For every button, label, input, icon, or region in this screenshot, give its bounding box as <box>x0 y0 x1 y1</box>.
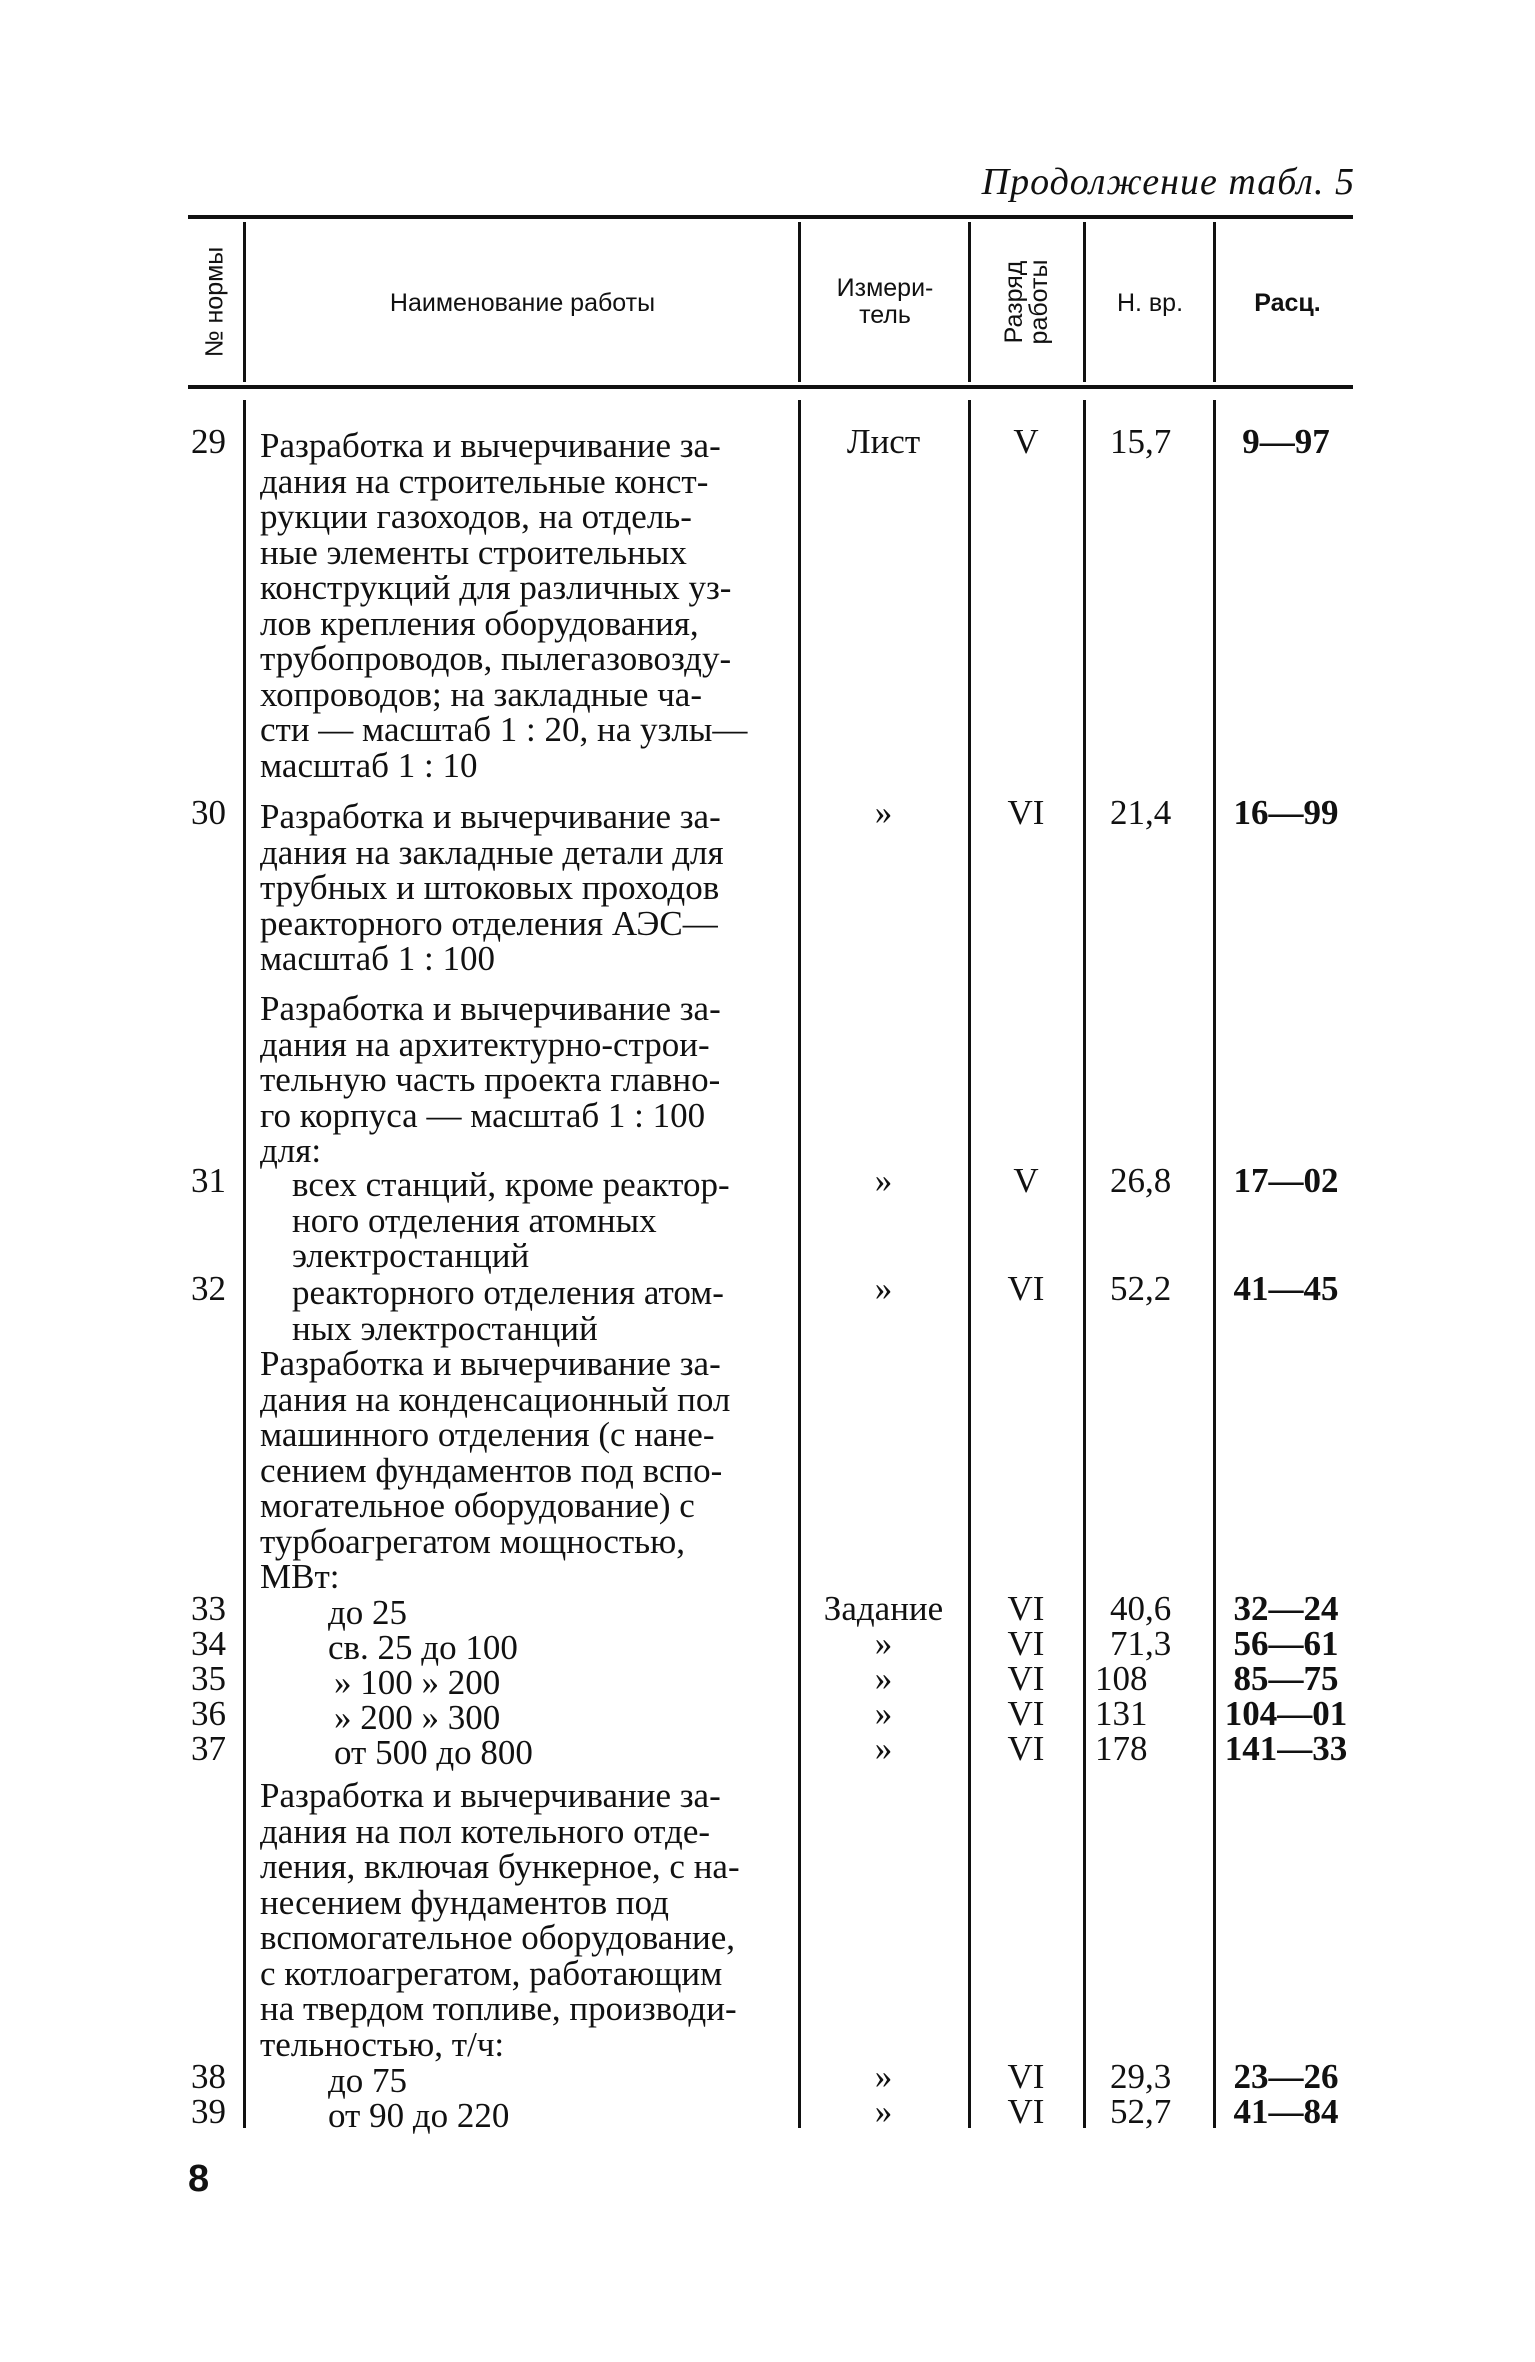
time-cell: 178 <box>1095 1729 1148 1768</box>
col-separator <box>968 400 971 2128</box>
rate-cell: 23—26 <box>1233 2057 1339 2096</box>
grade-cell: VI <box>1007 2092 1045 2131</box>
group-heading: Разработка и вычерчивание за- дания на архитектурно-строи- тельную часть проекта главно- го корпуса — масштаб 1 : 100 для: <box>260 989 721 1170</box>
meter-cell: » <box>874 2092 893 2131</box>
rate-cell: 32—24 <box>1233 1589 1339 1628</box>
rate-cell: 16—99 <box>1233 793 1339 832</box>
work-description: до 25 <box>328 1593 408 1632</box>
work-description: » 100 » 200 <box>334 1663 501 1702</box>
grade-cell: VI <box>1007 1589 1045 1628</box>
time-cell: 29,3 <box>1110 2057 1172 2096</box>
work-description: Разработка и вычерчивание за- дания на строительные конст- рукции газоходов, на отдель- ные элементы строительных конструкций для различных уз- лов крепления оборудования, трубопроводов, пылегазовозду- хопроводов; на закладные ча- сти — масштаб 1 : 20, на узлы— масштаб 1 : 10 <box>260 426 748 785</box>
meter-cell: » <box>874 1624 893 1663</box>
col-separator <box>243 222 246 382</box>
grade-cell: VI <box>1007 1729 1045 1768</box>
rate-cell: 104—01 <box>1224 1694 1348 1733</box>
header-norm-no: № нормы <box>200 246 229 358</box>
table-caption: Продолжение табл. 5 <box>981 161 1355 203</box>
col-separator <box>798 222 801 382</box>
meter-cell: Лист <box>846 422 921 461</box>
grade-cell: V <box>1013 422 1039 461</box>
meter-cell: » <box>874 793 893 832</box>
time-cell: 40,6 <box>1110 1589 1172 1628</box>
meter-cell: » <box>874 1161 893 1200</box>
work-description: от 90 до 220 <box>328 2096 510 2135</box>
time-cell: 15,7 <box>1110 422 1172 461</box>
grade-cell: VI <box>1007 2057 1045 2096</box>
header-time: Н. вр. <box>1116 289 1184 317</box>
col-separator <box>1213 222 1216 382</box>
meter-cell: » <box>874 1729 893 1768</box>
col-separator <box>1213 400 1216 2128</box>
rate-cell: 9—97 <box>1242 422 1330 461</box>
header-name: Наименование работы <box>389 289 656 317</box>
meter-cell: » <box>874 2057 893 2096</box>
grade-cell: VI <box>1007 1659 1045 1698</box>
grade-cell: VI <box>1007 1269 1045 1308</box>
work-description: св. 25 до 100 <box>328 1628 518 1667</box>
col-separator <box>798 400 801 2128</box>
meter-cell: » <box>874 1694 893 1733</box>
time-cell: 26,8 <box>1110 1161 1172 1200</box>
norm-number: 39 <box>191 2092 226 2131</box>
work-description: » 200 » 300 <box>334 1698 501 1737</box>
rate-cell: 41—45 <box>1233 1269 1339 1308</box>
header-rate: Расц. <box>1254 289 1321 317</box>
col-separator <box>1083 222 1086 382</box>
rate-cell: 56—61 <box>1233 1624 1339 1663</box>
norm-number: 33 <box>191 1589 226 1628</box>
time-cell: 21,4 <box>1110 793 1172 832</box>
header-grade: Разряд работы <box>1000 259 1053 345</box>
col-separator <box>243 400 246 2128</box>
meter-cell: » <box>874 1659 893 1698</box>
time-cell: 71,3 <box>1110 1624 1172 1663</box>
rate-cell: 85—75 <box>1233 1659 1339 1698</box>
work-description: реакторного отделения атом- ных электростанций <box>292 1273 724 1348</box>
grade-cell: VI <box>1007 1694 1045 1733</box>
meter-cell: » <box>874 1269 893 1308</box>
time-cell: 52,2 <box>1110 1269 1172 1308</box>
work-description: до 75 <box>328 2061 408 2100</box>
rate-cell: 17—02 <box>1233 1161 1339 1200</box>
norm-number: 37 <box>191 1729 226 1768</box>
norm-number: 32 <box>191 1269 226 1308</box>
group-heading: Разработка и вычерчивание за- дания на пол котельного отде- ления, включая бункерное, с на- несением фундаментов под вспомогательное оборудование, с котлоагрегатом, работающим на твердом топливе, производи- тельностью, т/ч: <box>260 1776 740 2064</box>
table-header-rule <box>188 385 1353 389</box>
rate-cell: 141—33 <box>1224 1729 1348 1768</box>
norm-number: 34 <box>191 1624 226 1663</box>
norm-number: 35 <box>191 1659 226 1698</box>
col-separator <box>1083 400 1086 2128</box>
grade-cell: VI <box>1007 1624 1045 1663</box>
work-description: от 500 до 800 <box>334 1733 533 1772</box>
norm-number: 31 <box>191 1161 226 1200</box>
time-cell: 108 <box>1095 1659 1148 1698</box>
meter-cell: Задание <box>823 1589 944 1628</box>
page-number: 8 <box>188 2158 210 2200</box>
rate-cell: 41—84 <box>1233 2092 1339 2131</box>
table-top-rule <box>188 215 1353 219</box>
norm-number: 30 <box>191 793 226 832</box>
grade-cell: V <box>1013 1161 1039 1200</box>
header-meter: Измери- тель <box>836 274 934 329</box>
norm-number: 38 <box>191 2057 226 2096</box>
col-separator <box>968 222 971 382</box>
norm-number: 29 <box>191 422 226 461</box>
group-heading: Разработка и вычерчивание за- дания на конденсационный пол машинного отделения (с нане- сением фундаментов под вспо- могательное оборудование) с турбоагрегатом мощностью, МВт: <box>260 1344 731 1596</box>
work-description: Разработка и вычерчивание за- дания на закладные детали для трубных и штоковых проходов реакторного отделения АЭС— масштаб 1 : 100 <box>260 797 724 978</box>
norm-number: 36 <box>191 1694 226 1733</box>
grade-cell: VI <box>1007 793 1045 832</box>
time-cell: 52,7 <box>1110 2092 1172 2131</box>
time-cell: 131 <box>1095 1694 1148 1733</box>
work-description: всех станций, кроме реактор- ного отделения атомных электростанций <box>292 1165 730 1275</box>
